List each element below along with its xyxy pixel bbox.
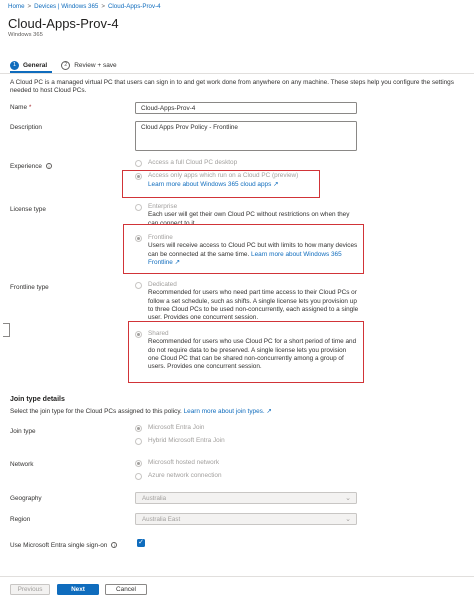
breadcrumb-policy[interactable]: Cloud-Apps-Prov-4: [107, 3, 161, 10]
option-title: Access only apps which run on a Cloud PC (preview): [148, 172, 299, 179]
info-icon[interactable]: i: [46, 163, 52, 169]
option-description: Users will receive access to Cloud PC but with limits to how many devices can be connected at the same time.: [148, 242, 358, 258]
radio-button-selected[interactable]: [135, 235, 142, 242]
chevron-down-icon: ⌄: [345, 495, 351, 502]
footer-divider: [0, 576, 474, 577]
breadcrumb: [8, 3, 161, 10]
license-type-label: License type: [10, 206, 46, 213]
frontline-type-label: Frontline type: [10, 284, 49, 291]
page-title: Cloud-Apps-Prov-4: [8, 16, 119, 31]
join-type-label: Join type: [10, 428, 36, 435]
required-mark: *: [28, 104, 32, 111]
option-title: Microsoft hosted network: [148, 459, 220, 466]
radio-button[interactable]: [135, 438, 142, 445]
breadcrumb-devices[interactable]: Devices | Windows 365: [34, 3, 99, 10]
option-title: Dedicated: [148, 281, 177, 288]
link-text: Learn more about join types.: [183, 408, 265, 415]
license-option-frontline[interactable]: [135, 234, 360, 267]
name-input[interactable]: Cloud-Apps-Prov-4: [135, 102, 357, 114]
network-label: Network: [10, 461, 34, 468]
region-label: Region: [10, 516, 31, 523]
learn-more-join-types-link[interactable]: [184, 408, 272, 415]
cancel-button[interactable]: Cancel: [105, 584, 147, 595]
geography-dropdown[interactable]: [135, 492, 357, 504]
breadcrumb-separator: >: [27, 3, 32, 10]
sso-label: [10, 542, 117, 549]
tab-general-number: 1: [10, 61, 19, 70]
option-title: Azure network connection: [148, 472, 222, 479]
learn-more-cloud-apps-link[interactable]: [148, 181, 278, 189]
external-link-icon: ↗: [273, 181, 279, 188]
previous-button[interactable]: Previous: [10, 584, 50, 595]
option-title: Enterprise: [148, 203, 178, 210]
description-input[interactable]: Cloud Apps Prov Policy - Frontline: [135, 121, 357, 151]
join-type-section-title: Join type details: [10, 396, 65, 403]
breadcrumb-home[interactable]: Home: [8, 3, 25, 10]
radio-button-selected[interactable]: [135, 460, 142, 467]
radio-button-selected[interactable]: [135, 173, 142, 180]
radio-button[interactable]: [135, 160, 142, 167]
tab-review-number: 2: [61, 61, 70, 70]
tab-divider: [0, 73, 474, 74]
option-title: Shared: [148, 330, 169, 337]
breadcrumb-separator: >: [101, 3, 105, 10]
option-title: Frontline: [148, 234, 173, 241]
option-title: Microsoft Entra Join: [148, 424, 205, 431]
wizard-tabs: [10, 59, 117, 71]
sso-label-text: Use Microsoft Entra single sign-on: [10, 542, 108, 549]
geography-value: Australia: [142, 494, 167, 502]
name-label-text: Name: [10, 104, 28, 111]
radio-button[interactable]: [135, 282, 142, 289]
tab-general[interactable]: General: [23, 61, 48, 69]
option-description: Each user will get their own Cloud PC without restrictions on when they can connect to it.: [148, 211, 350, 227]
chevron-down-icon: ⌄: [345, 516, 351, 523]
radio-button[interactable]: [135, 204, 142, 211]
radio-button-selected[interactable]: [135, 331, 142, 338]
link-text: Learn more about Windows 365 Frontline: [148, 250, 342, 266]
info-icon[interactable]: i: [111, 542, 117, 548]
join-type-section-desc: [10, 407, 272, 415]
radio-button[interactable]: [135, 473, 142, 480]
external-link-icon: ↗: [266, 408, 272, 415]
experience-label-text: Experience: [10, 163, 42, 170]
description-label: Description: [10, 124, 42, 131]
next-button[interactable]: Next: [57, 584, 99, 595]
frontline-option-dedicated[interactable]: [135, 281, 363, 322]
intro-text: A Cloud PC is a managed virtual PC that users can sign in to and get work done from anywhere on any machine. These steps help you configure the settings needed to host Cloud PCs.: [10, 79, 454, 95]
sso-checkbox[interactable]: ✓: [138, 539, 144, 546]
collapse-panel-handle[interactable]: [3, 323, 10, 337]
link-text: Learn more about Windows 365 cloud apps: [148, 181, 272, 188]
experience-label: [10, 163, 52, 170]
external-link-icon: ↗: [174, 258, 181, 266]
region-dropdown[interactable]: [135, 513, 357, 525]
option-title: Access a full Cloud PC desktop: [148, 159, 238, 166]
radio-button-selected[interactable]: [135, 425, 142, 432]
region-value: Australia East: [142, 515, 181, 523]
geography-label: Geography: [10, 495, 42, 502]
option-title: Hybrid Microsoft Entra Join: [148, 437, 225, 444]
tab-review-save[interactable]: Review + save: [74, 61, 117, 69]
frontline-option-shared[interactable]: [135, 330, 357, 371]
option-description: Recommended for users who need part time access to their Cloud PCs or follow a set schedule, such as shifts. A single license lets you provision up to three Cloud PCs to be used non-concurrently, each assigned to a single user. Provides one concurrent session.: [148, 289, 359, 322]
option-description: Recommended for users who use Cloud PC for a short period of time and do not require data to be preserved. A single license lets you provision one Cloud PC that can be shared non-concurrently among a group of users. Provides one concurrent session.: [148, 338, 357, 371]
section-desc-text: Select the join type for the Cloud PCs assigned to this policy.: [10, 408, 182, 415]
page-subtitle: Windows 365: [8, 32, 43, 38]
name-label: [10, 104, 31, 111]
